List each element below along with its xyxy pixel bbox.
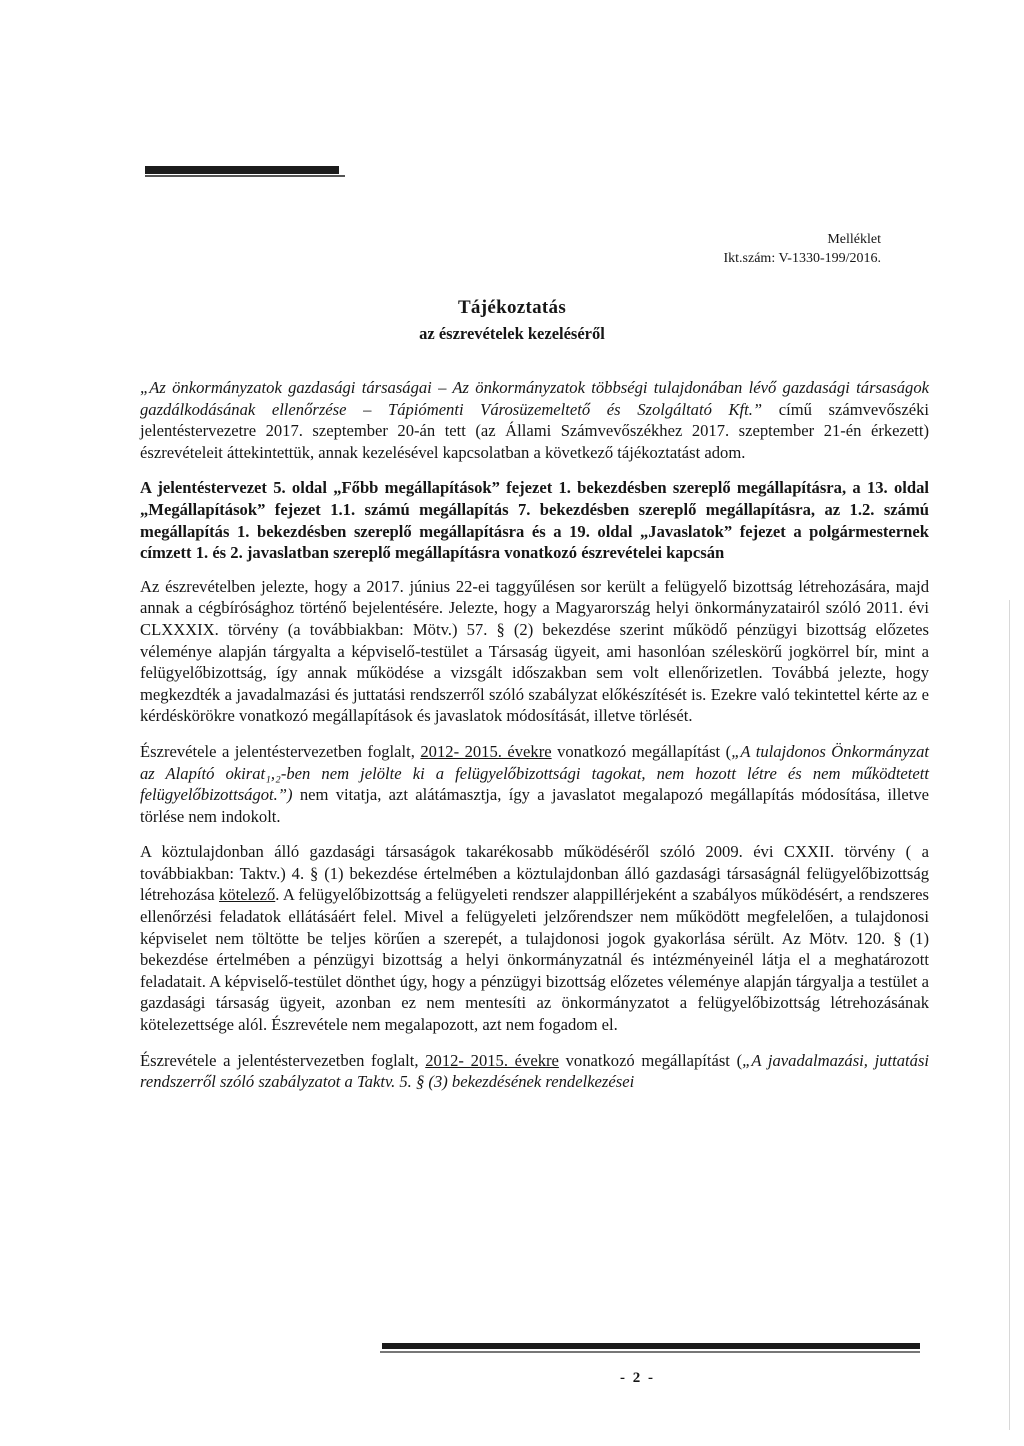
section-heading: A jelentéstervezet 5. oldal „Főbb megállapítások” fejezet 1. bekezdésben szereplő megállapításra, a 13. oldal „Megállapítások” fejezet 1.1. számú megállapítás 7. bekezdésben szereplő megállapításra, az 1.2. számú megállapítás 1. bekezdésben szereplő megállapításra és a 19. oldal „Javaslatok” fejezet a polgármesternek címzett 1. és 2. javaslatban szereplő megállapításra vonatkozó észrevételei kapcsán: [140, 478, 929, 563]
page-number: - 2 -: [620, 1370, 655, 1386]
document-subtitle: az észrevételek kezeléséről: [419, 324, 605, 343]
paragraph-legal-basis: [140, 841, 929, 1035]
text-segment: A köztulajdonban álló gazdasági társaságok takarékosabb működéséről szóló 2009. évi CXXII. törvény ( a továbbiakban: Taktv.) 4. § (1) bekezdése értelmében a köztulajdonban álló gazdasági társaságnál felügyelőbizottság létrehozása: [140, 842, 929, 905]
document-meta: [724, 230, 882, 268]
file-number: Ikt.szám: V-1330-199/2016.: [723, 251, 881, 266]
underlined-word: kötelező: [219, 885, 276, 905]
quoted-finding: „A javadalmazási, juttatási rendszerről szóló szabályzatot a Taktv. 5. § (3) bekezdésének rendelkezései: [140, 1050, 930, 1092]
report-title-quote: „Az önkormányzatok gazdasági társaságai – Az önkormányzatok többségi tulajdonában lévő gazdasági társaságok gazdálkodásának ellenőrzése – Tápiómenti Városüzemeltető és Szolgáltató Kft.”: [140, 378, 929, 419]
text-segment: nem vitatja, azt alátámasztja, így a javaslatot megalapozó megállapítás módosítása, illetve törlése nem indokolt.: [140, 785, 929, 826]
text-segment: vonatkozó megállapítást (: [551, 741, 732, 761]
text-segment: Észrevétele a jelentéstervezetben foglalt,: [140, 741, 421, 761]
text-segment: vonatkozó megállapítást (: [558, 1050, 743, 1070]
document-title: Tájékoztatás: [457, 297, 567, 318]
underlined-period: 2012- 2015. évekre: [425, 1050, 559, 1070]
footer-rule: [382, 1343, 920, 1349]
attachment-label: Melléklet: [827, 232, 881, 247]
document-body: [140, 377, 929, 1107]
underlined-period: 2012- 2015. évekre: [420, 741, 552, 761]
title-block: [0, 296, 1024, 346]
paragraph-observation: Az észrevételben jelezte, hogy a 2017. június 22-ei taggyűlésen sor került a felügyelő bizottság létrehozására, majd annak a cégbírósághoz történő bejelentésére. Jelezte, hogy a Magyarország helyi önkormányzatairól szóló 2011. évi CLXXXIX. törvény (a továbbiakban: Mötv.) 57. § (2) bekezdése szerint működő pénzügyi bizottság előzetes véleménye alapján tárgyalta a képviselő-testület a Társaság ügyeit, ami hasonlóan széleskörű jogkörrel bír, mint a felügyelőbizottság, így annak működése a vizsgált időszakban sem volt ellenőrizetlen. Továbbá jelezte, hogy megkezdték a javadalmazási és juttatási rendszerről szóló szabályzat előkészítését is. Ezekre való tekintettel kérte az e kérdéskörökre vonatkozó megállapítások és javaslatok módosítását, illetve törlését.: [140, 576, 929, 726]
paragraph-response-1: [140, 741, 929, 827]
scan-edge-line: [1009, 600, 1010, 1430]
intro-text: című számvevőszéki jelentéstervezetre 2017. szeptember 20-án tett (az Állami Számvevőszékhez 2017. szeptember 21-én érkezett) észrevételeit áttekintettük, annak kezelésével kapcsolatban a következő tájékoztatást adom.: [140, 399, 929, 462]
text-segment: Észrevétele a jelentéstervezetben foglalt,: [140, 1050, 426, 1070]
paragraph-response-2: [140, 1050, 929, 1093]
quoted-finding: „A tulajdonos Önkormányzat az Alapító okirat₁,₂-ben nem jelölte ki a felügyelőbizottsági tagokat, nem hozott létre és nem működtetett felügyelőbizottságot.”): [140, 741, 929, 805]
intro-paragraph: [140, 377, 929, 463]
top-decorative-rule: [145, 166, 339, 174]
text-segment: . A felügyelőbizottság a felügyeleti rendszer alappillérjeként a szabályos működésért, a rendszeres ellenőrzési feladatok ellátásáért felel. Mivel a felügyeleti jelzőrendszer nem működött megfelelően, a tulajdonosi képviselet nem töltötte be teljes körűen a szerepét, a tulajdonosi jogok gyakorlása sérült. Az Mötv. 120. § (1) bekezdése értelmében a pénzügyi bizottság a helyi önkormányzatnál és intézményeinél látja el a meghatározott feladatait. A képviselő-testület dönthet úgy, hogy a pénzügyi bizottság előzetes véleménye alapján tárgyalja a testület a gazdasági társaság ügyeit, azonban ez nem mentesíti az önkormányzatot a felügyelőbizottság létrehozásának kötelezettsége alól. Észrevétele nem megalapozott, azt nem fogadom el.: [140, 885, 929, 1035]
